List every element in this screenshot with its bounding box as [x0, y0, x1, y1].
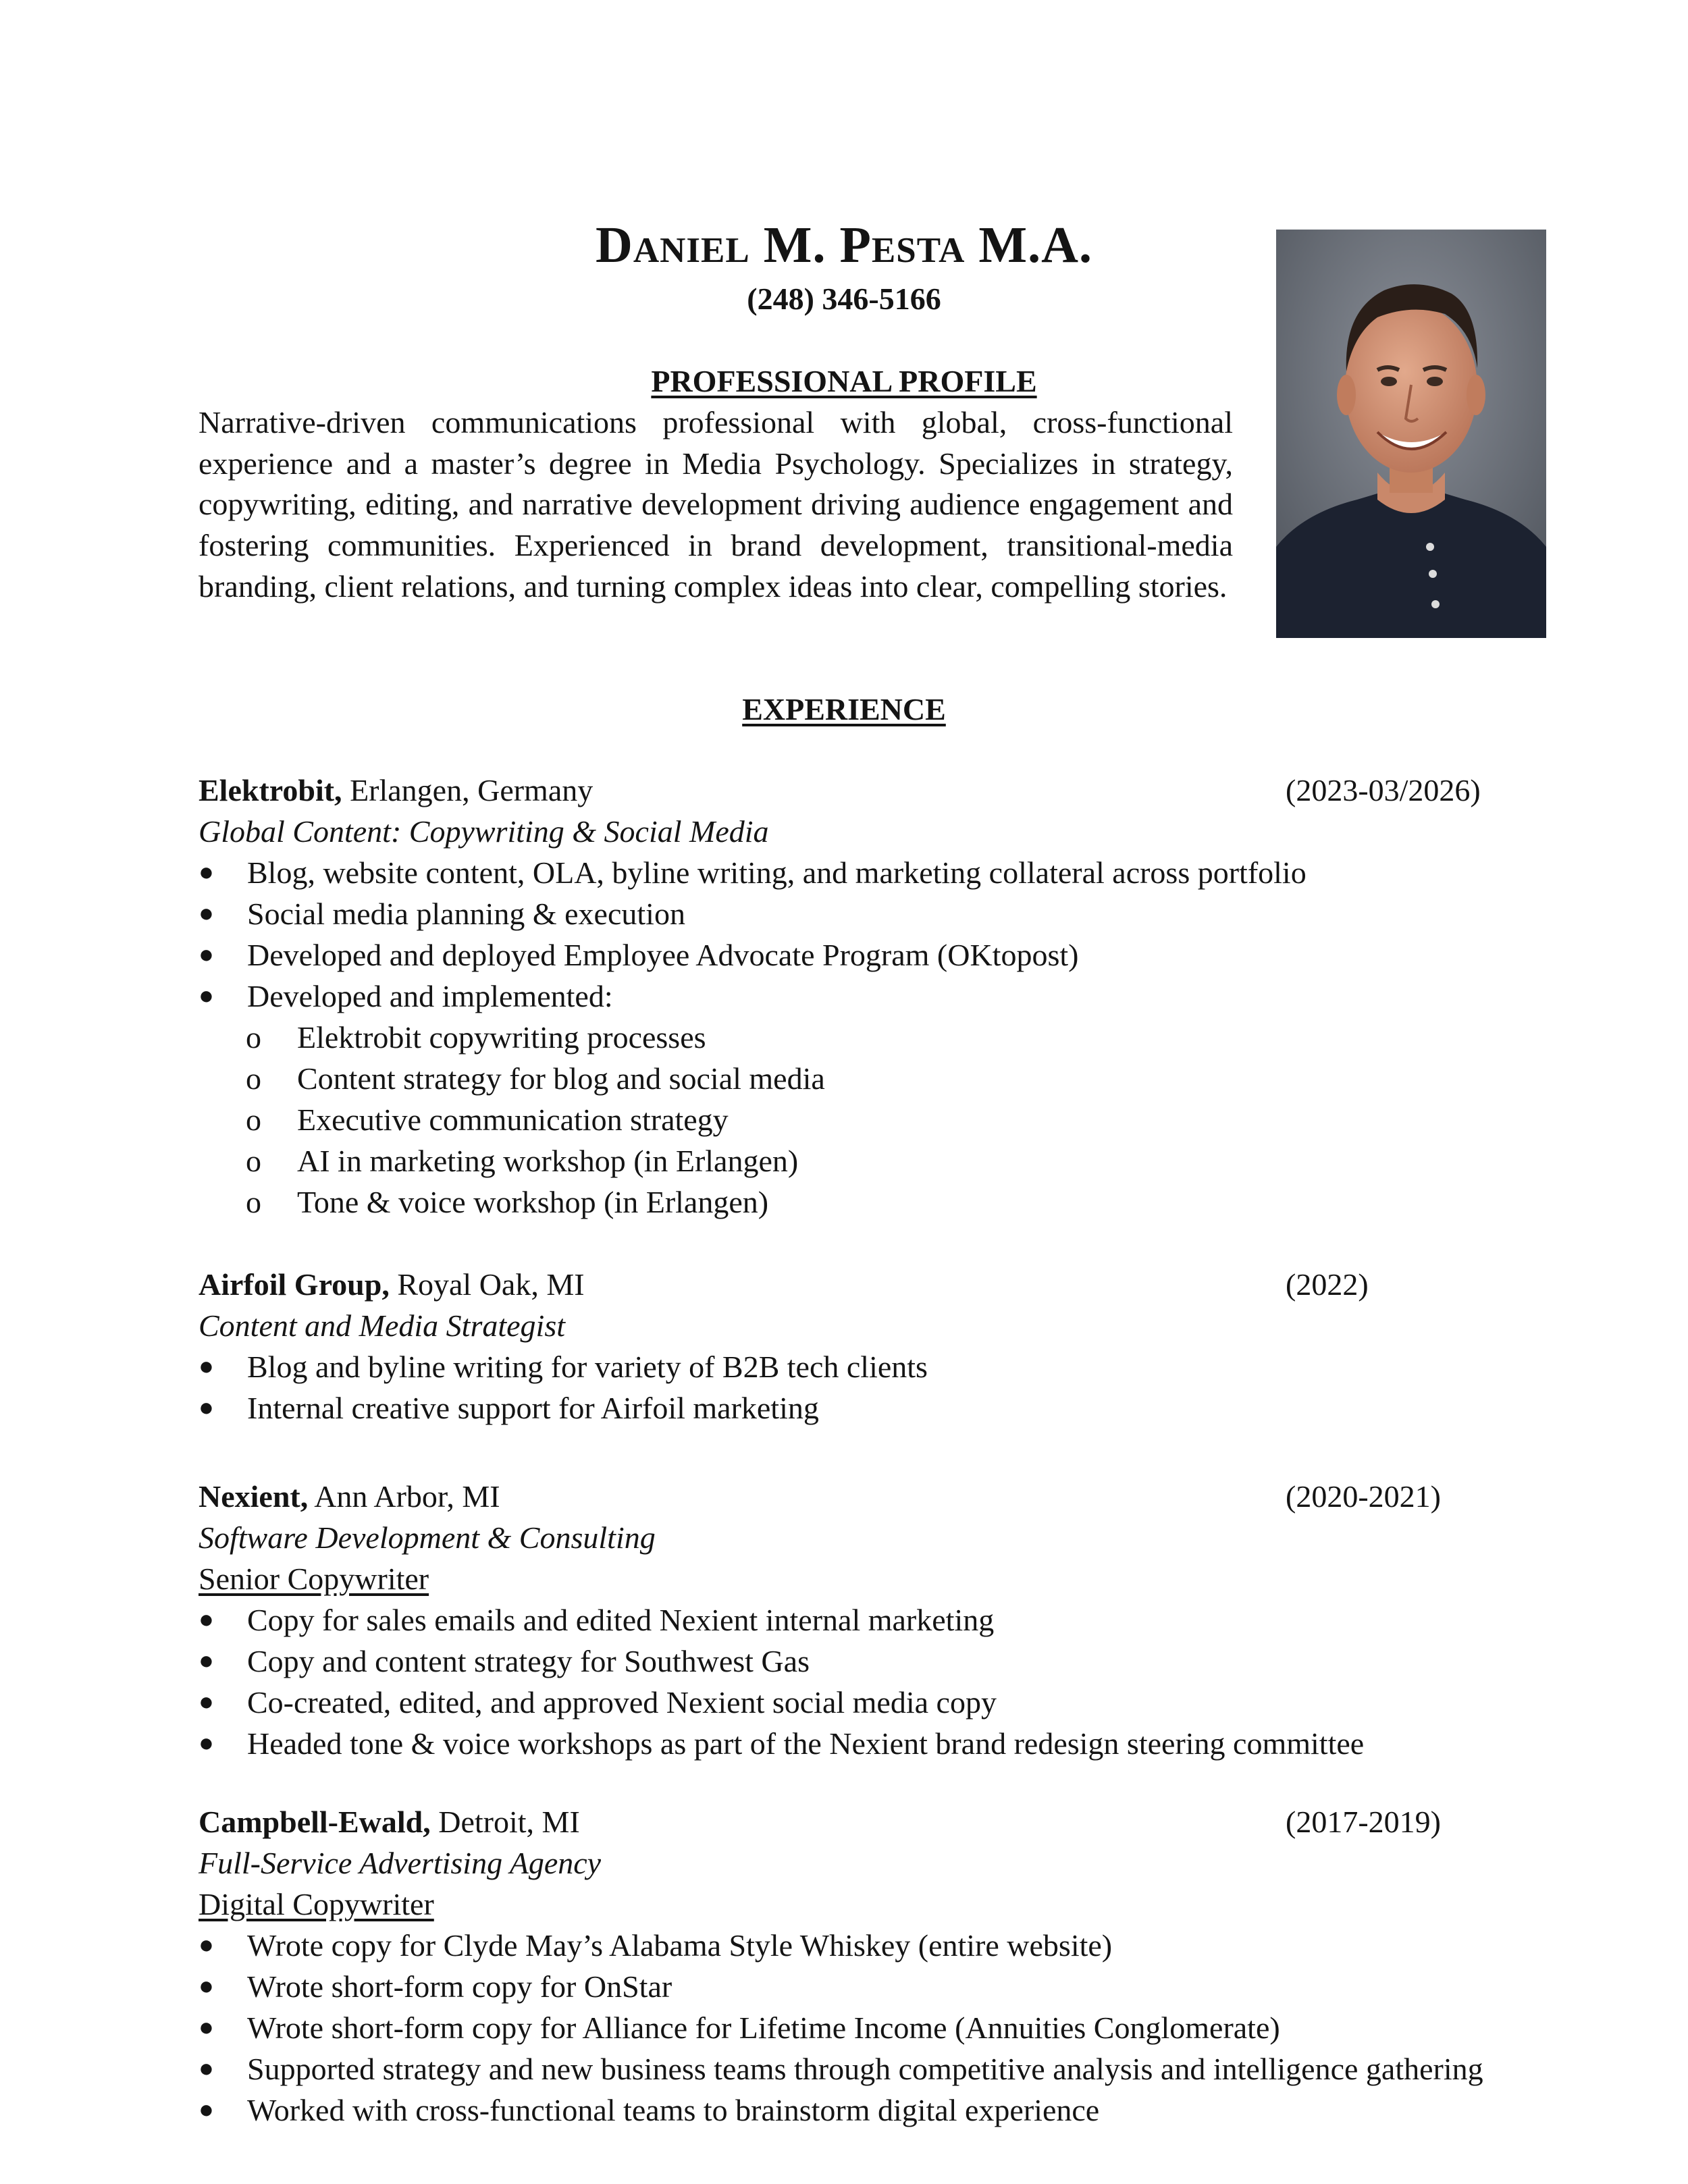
job-subtitle: Software Development & Consulting — [199, 1520, 656, 1555]
bullet-icon: ● — [199, 1688, 214, 1716]
job-subtitle: Full-Service Advertising Agency — [199, 1846, 602, 1880]
list-item: ● Wrote short-form copy for OnStar — [199, 1966, 1569, 2007]
list-item: ● Copy and content strategy for Southwest Gas — [199, 1641, 1569, 1682]
list-item: ● Co-created, edited, and approved Nexient social media copy — [199, 1682, 1569, 1723]
phone-number: (248) 346-5166 — [747, 282, 941, 316]
job-header — [199, 1264, 1569, 1305]
company-location: Ann Arbor, MI — [308, 1479, 500, 1514]
bullet-icon: ● — [199, 2013, 214, 2042]
job-bullets — [199, 852, 1569, 1017]
job-role: Digital Copywriter — [199, 1887, 434, 1921]
bullet-icon: ● — [199, 1352, 214, 1381]
bullet-icon: ● — [199, 1729, 214, 1757]
bullet-icon: ● — [199, 2054, 214, 2083]
company-name: Campbell-Ewald, — [199, 1805, 431, 1839]
job-sub-bullets — [199, 1017, 1569, 1223]
list-item: ● Developed and deployed Employee Advocate Program (OKtopost) — [199, 934, 1569, 976]
list-item: ● Blog, website content, OLA, byline writing, and marketing collateral across portfolio — [199, 852, 1569, 893]
bullet-icon: ● — [199, 1647, 214, 1675]
job-bullets — [199, 1925, 1569, 2131]
sub-bullet-icon: o — [246, 1185, 261, 1219]
bullet-icon: ● — [199, 940, 214, 969]
list-item: ● Developed and implemented: — [199, 976, 1569, 1017]
company-name: Elektrobit, — [199, 773, 342, 807]
profile-heading: PROFESSIONAL PROFILE — [651, 364, 1037, 398]
list-item: o Elektrobit copywriting processes — [199, 1017, 1569, 1058]
list-item: ● Blog and byline writing for variety of B2B tech clients — [199, 1346, 1569, 1387]
job-bullets — [199, 1599, 1569, 1764]
list-item: ● Headed tone & voice workshops as part of the Nexient brand redesign steering committee — [199, 1723, 1569, 1764]
bullet-icon: ● — [199, 1931, 214, 1959]
name-suffix: M.A. — [978, 217, 1093, 273]
bullet-icon: ● — [199, 2096, 214, 2124]
profile-summary: Narrative-driven communications professional with global, cross-functional experience and a master’s degree in Media Psychology. Specializes in strategy, copywriting, editing, and narrative development driving audience engagement and fostering communities. Experienced in brand development, transitional-media branding, client relations, and turning complex ideas into clear, compelling stories. — [199, 405, 1233, 604]
job-campbell-ewald — [199, 1801, 1569, 2131]
bullet-icon: ● — [199, 858, 214, 886]
sub-bullet-icon: o — [246, 1144, 261, 1178]
job-dates: (2023-03/2026) — [1286, 773, 1481, 807]
job-airfoil — [199, 1264, 1569, 1429]
list-item: o Tone & voice workshop (in Erlangen) — [199, 1181, 1569, 1223]
name-last: Pesta — [839, 217, 966, 273]
list-item: ● Social media planning & execution — [199, 893, 1569, 934]
job-header — [199, 1801, 1569, 1842]
bullet-icon: ● — [199, 899, 214, 928]
company-location: Detroit, MI — [430, 1805, 580, 1839]
job-elektrobit — [199, 770, 1569, 1223]
sub-bullet-icon: o — [246, 1102, 261, 1137]
job-bullets — [199, 1346, 1569, 1429]
list-item: ● Internal creative support for Airfoil marketing — [199, 1387, 1569, 1429]
job-subtitle: Global Content: Copywriting & Social Media — [199, 814, 769, 849]
list-item: ● Supported strategy and new business teams through competitive analysis and intelligence gathering — [199, 2048, 1569, 2089]
list-item: ● Wrote short-form copy for Alliance for Lifetime Income (Annuities Conglomerate) — [199, 2007, 1569, 2048]
name-first: Daniel — [595, 217, 750, 273]
company-location: Erlangen, Germany — [342, 773, 594, 807]
job-header — [199, 1476, 1569, 1517]
job-dates: (2017-2019) — [1286, 1805, 1441, 1839]
company-name: Nexient, — [199, 1479, 309, 1514]
list-item: o Executive communication strategy — [199, 1099, 1569, 1140]
job-role: Senior Copywriter — [199, 1562, 429, 1596]
company-location: Royal Oak, MI — [389, 1267, 585, 1302]
name-middle-initial: M. — [763, 217, 826, 273]
bullet-icon: ● — [199, 982, 214, 1010]
profile-photo — [1276, 230, 1546, 638]
company-name: Airfoil Group, — [199, 1267, 390, 1302]
list-item: ● Wrote copy for Clyde May’s Alabama Style Whiskey (entire website) — [199, 1925, 1569, 1966]
bullet-icon: ● — [199, 1605, 214, 1634]
job-subtitle: Content and Media Strategist — [199, 1308, 566, 1343]
experience-heading: EXPERIENCE — [742, 692, 946, 726]
job-dates: (2020-2021) — [1286, 1479, 1441, 1514]
bullet-icon: ● — [199, 1393, 214, 1422]
list-item: o Content strategy for blog and social media — [199, 1058, 1569, 1099]
sub-bullet-icon: o — [246, 1061, 261, 1096]
bullet-icon: ● — [199, 1972, 214, 2000]
job-dates: (2022) — [1286, 1267, 1369, 1302]
list-item: ● Copy for sales emails and edited Nexient internal marketing — [199, 1599, 1569, 1641]
list-item: ● Worked with cross-functional teams to brainstorm digital experience — [199, 2089, 1569, 2131]
list-item: o AI in marketing workshop (in Erlangen) — [199, 1140, 1569, 1181]
sub-bullet-icon: o — [246, 1020, 261, 1055]
job-nexient — [199, 1476, 1569, 1764]
job-header — [199, 770, 1569, 811]
